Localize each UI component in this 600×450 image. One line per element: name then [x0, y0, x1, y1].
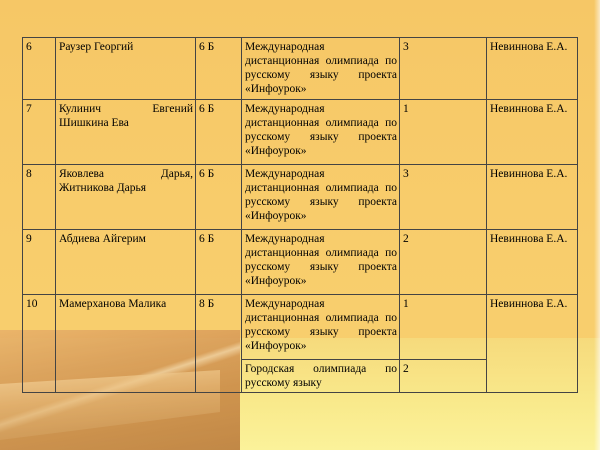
- table-row: [23, 38, 578, 100]
- event-cell: Международная дистанционная олимпиада по русскому языку проекта «Инфоурок»: [242, 38, 400, 100]
- teacher-cell: Невиннова Е.А.: [487, 230, 578, 295]
- class-cell: 6 Б: [196, 100, 242, 165]
- place-cell-secondary: 2: [400, 360, 487, 393]
- class-cell: 8 Б: [196, 295, 242, 393]
- event-cell: Международная дистанционная олимпиада по русскому языку проекта «Инфоурок»: [242, 165, 400, 230]
- place-cell: 2: [400, 230, 487, 295]
- teacher-cell: Невиннова Е.А.: [487, 295, 578, 393]
- class-cell: 6 Б: [196, 230, 242, 295]
- table-row: [23, 100, 578, 165]
- background-edge-highlight: [594, 0, 600, 450]
- row-number: 7: [23, 100, 56, 165]
- table-row: [23, 295, 578, 360]
- row-number: 6: [23, 38, 56, 100]
- place-cell: 3: [400, 38, 487, 100]
- place-cell: 1: [400, 295, 487, 360]
- teacher-cell: Невиннова Е.А.: [487, 165, 578, 230]
- event-cell: Международная дистанционная олимпиада по русскому языку проекта «Инфоурок»: [242, 230, 400, 295]
- student-name: Яковлева Дарья, Житникова Дарья: [56, 165, 196, 230]
- class-cell: 6 Б: [196, 38, 242, 100]
- place-cell: 3: [400, 165, 487, 230]
- event-cell: Международная дистанционная олимпиада по русскому языку проекта «Инфоурок»: [242, 295, 400, 360]
- row-number: 8: [23, 165, 56, 230]
- class-cell: 6 Б: [196, 165, 242, 230]
- teacher-cell: Невиннова Е.А.: [487, 38, 578, 100]
- table-row: [23, 165, 578, 230]
- student-name: Раузер Георгий: [56, 38, 196, 100]
- place-cell: 1: [400, 100, 487, 165]
- event-cell: Международная дистанционная олимпиада по русскому языку проекта «Инфоурок»: [242, 100, 400, 165]
- table-row: [23, 230, 578, 295]
- event-cell-secondary: Городская олимпиада по русскому языку: [242, 360, 400, 393]
- student-name: Абдиева Айгерим: [56, 230, 196, 295]
- teacher-cell: Невиннова Е.А.: [487, 100, 578, 165]
- student-name: Кулинич Евгений Шишкина Ева: [56, 100, 196, 165]
- olympiad-results-table: [22, 37, 578, 393]
- row-number: 9: [23, 230, 56, 295]
- row-number: 10: [23, 295, 56, 393]
- student-name: Мамерханова Малика: [56, 295, 196, 393]
